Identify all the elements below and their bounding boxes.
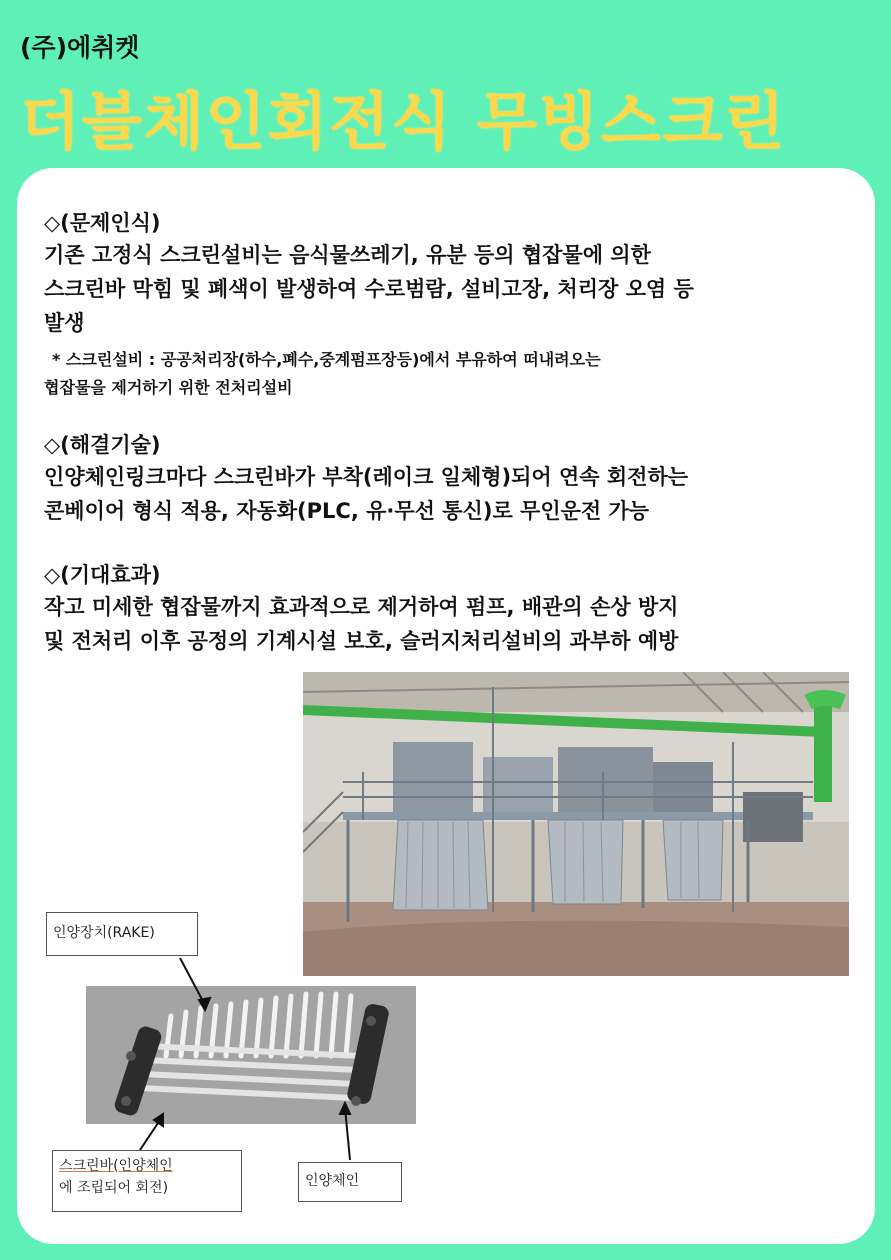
company-name: (주)에취켓 <box>20 33 140 62</box>
problem-note <box>44 346 864 402</box>
effect-heading: ◇(기대효과) <box>44 563 161 587</box>
problem-heading: ◇(문제인식) <box>44 211 161 235</box>
rake-label: 인양장치(RAKE) <box>46 912 198 956</box>
screenbar-label-line: 에 조립되어 회전) <box>59 1180 169 1196</box>
solution-section <box>44 430 864 528</box>
problem-line: 발생 <box>44 311 85 335</box>
problem-section <box>44 208 864 402</box>
chain-label: 인양체인 <box>298 1162 402 1202</box>
solution-line: 콘베이어 형식 적용, 자동화(PLC, 유·무선 통신)로 무인운전 가능 <box>44 499 650 523</box>
effect-section <box>44 560 864 658</box>
screenbar-label-line: 스크린바(인양체인 <box>59 1158 173 1174</box>
note-line: 협잡물을 제거하기 위한 전처리설비 <box>44 378 293 397</box>
screenbar-label <box>52 1150 242 1212</box>
problem-line: 기존 고정식 스크린설비는 음식물쓰레기, 유분 등의 협잡물에 의한 <box>44 243 651 267</box>
plant-photo <box>303 672 849 976</box>
rake-chain-photo <box>86 986 416 1124</box>
solution-heading: ◇(해결기술) <box>44 433 161 457</box>
solution-line: 인양체인링크마다 스크린바가 부착(레이크 일체형)되어 연속 회전하는 <box>44 465 689 489</box>
problem-line: 스크린바 막힘 및 폐색이 발생하여 수로범람, 설비고장, 처리장 오염 등 <box>44 277 694 301</box>
note-line: * 스크린설비 : 공공처리장(하수,폐수,중계펌프장등)에서 부유하여 떠내려오는 <box>52 350 601 369</box>
page-title: 더블체인회전식 무빙스크린 <box>20 85 787 158</box>
effect-line: 및 전처리 이후 공정의 기계시설 보호, 슬러지처리설비의 과부하 예방 <box>44 629 679 653</box>
effect-line: 작고 미세한 협잡물까지 효과적으로 제거하여 펌프, 배관의 손상 방지 <box>44 595 679 619</box>
